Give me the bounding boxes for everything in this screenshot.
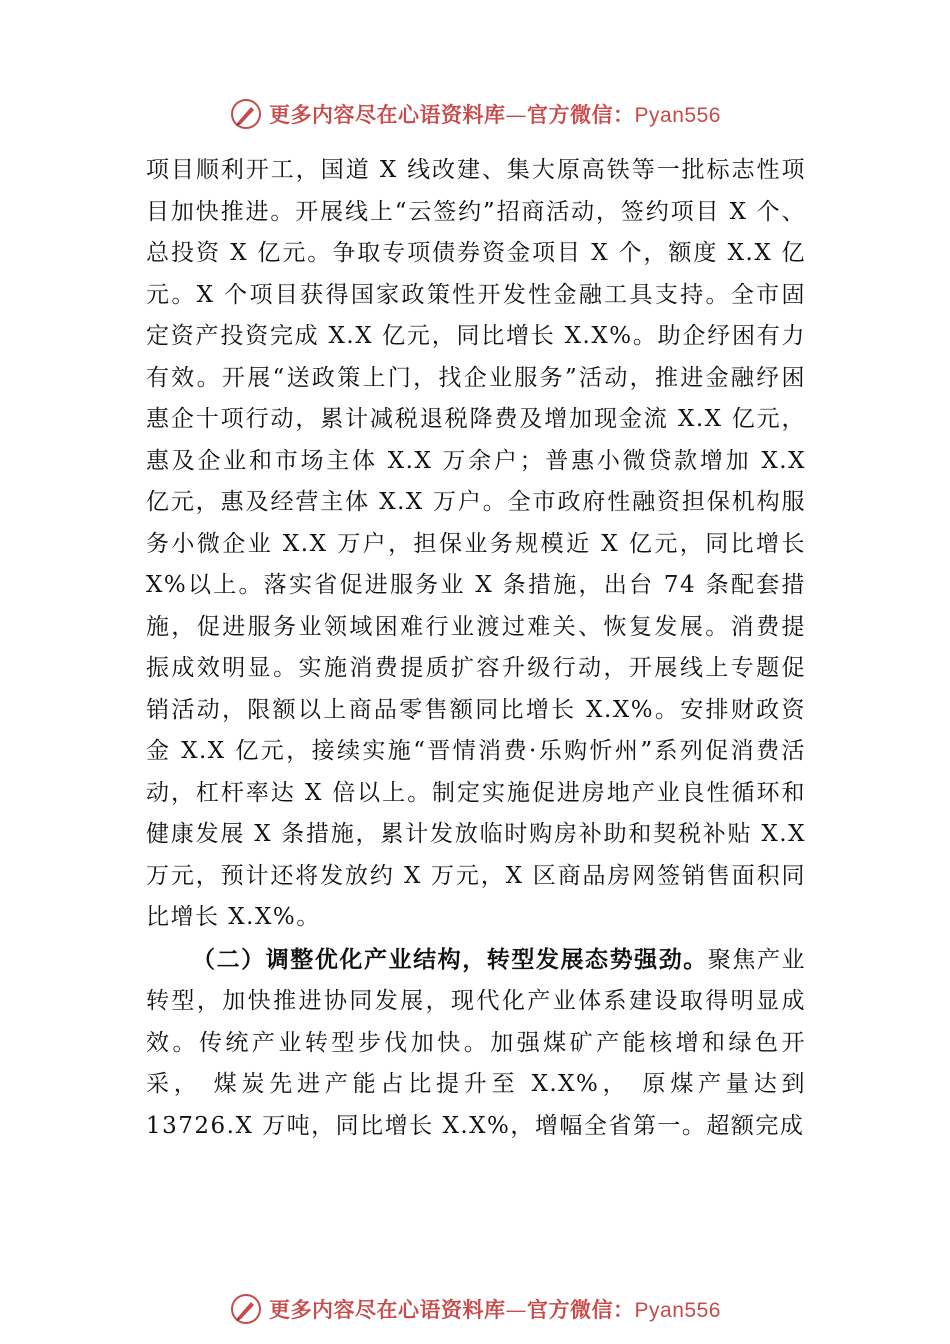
banner-official-label: 官方微信： — [527, 1297, 635, 1322]
banner-separator: — — [505, 1298, 528, 1322]
banner-text — [269, 99, 721, 129]
pen-logo-icon — [229, 1292, 263, 1326]
document-body — [146, 150, 806, 1147]
paragraph-2-body: 聚焦产业转型，加快推进协同发展，现代化产业体系建设取得明显成效。传统产业转型步伐加快。加强煤矿产能核增和绿色开采， 煤炭先进产能占比提升至 X.X%， 原煤产量达到 13726.X 万吨，同比增长 X.X%，增幅全省第一。超额完成 — [146, 946, 806, 1139]
banner-main-text: 更多内容尽在心语资料库 — [269, 102, 506, 127]
paragraph-1 — [146, 150, 806, 939]
pen-logo-icon — [229, 97, 263, 131]
banner-text — [269, 1294, 721, 1324]
banner-main-text: 更多内容尽在心语资料库 — [269, 1297, 506, 1322]
banner-official-label: 官方微信： — [527, 102, 635, 127]
footer-watermark — [0, 1289, 950, 1329]
banner-account: Pyan556 — [634, 104, 721, 127]
section-heading: （二）调整优化产业结构，转型发展态势强劲。 — [192, 945, 708, 973]
banner-account: Pyan556 — [634, 1299, 721, 1322]
banner-separator: — — [505, 103, 528, 127]
header-watermark — [0, 94, 950, 134]
paragraph-2 — [146, 939, 806, 1148]
paragraph-1-body: 项目顺利开工，国道 X 线改建、集大原高铁等一批标志性项目加快推进。开展线上“云签约”招商活动，签约项目 X 个、总投资 X 亿元。争取专项债券资金项目 X 个，额度 X.X 亿元。X 个项目获得国家政策性开发性金融工具支持。全市固定资产投资完成 X.X 亿元，同比增长 X.X%。助企纾困有力有效。开展“送政策上门，找企业服务”活动，推进金融纾困惠企十项行动，累计减税退税降费及增加现金流 X.X 亿元，惠及企业和市场主体 X.X 万余户；普惠小微贷款增加 X.X 亿元，惠及经营主体 X.X 万户。全市政府性融资担保机构服务小微企业 X.X 万户，担保业务规模近 X 亿元，同比增长 X%以上。落实省促进服务业 X 条措施，出台 74 条配套措施，促进服务业领域困难行业渡过难关、恢复发展。消费提振成效明显。实施消费提质扩容升级行动，开展线上专题促销活动，限额以上商品零售额同比增长 X.X%。安排财政资金 X.X 亿元，接续实施“晋情消费·乐购忻州”系列促消费活动，杠杆率达 X 倍以上。制定实施促进房地产业良性循环和健康发展 X 条措施，累计发放临时购房补助和契税补贴 X.X 万元，预计还将发放约 X 万元，X 区商品房网签销售面积同比增长 X.X%。 — [146, 157, 806, 930]
